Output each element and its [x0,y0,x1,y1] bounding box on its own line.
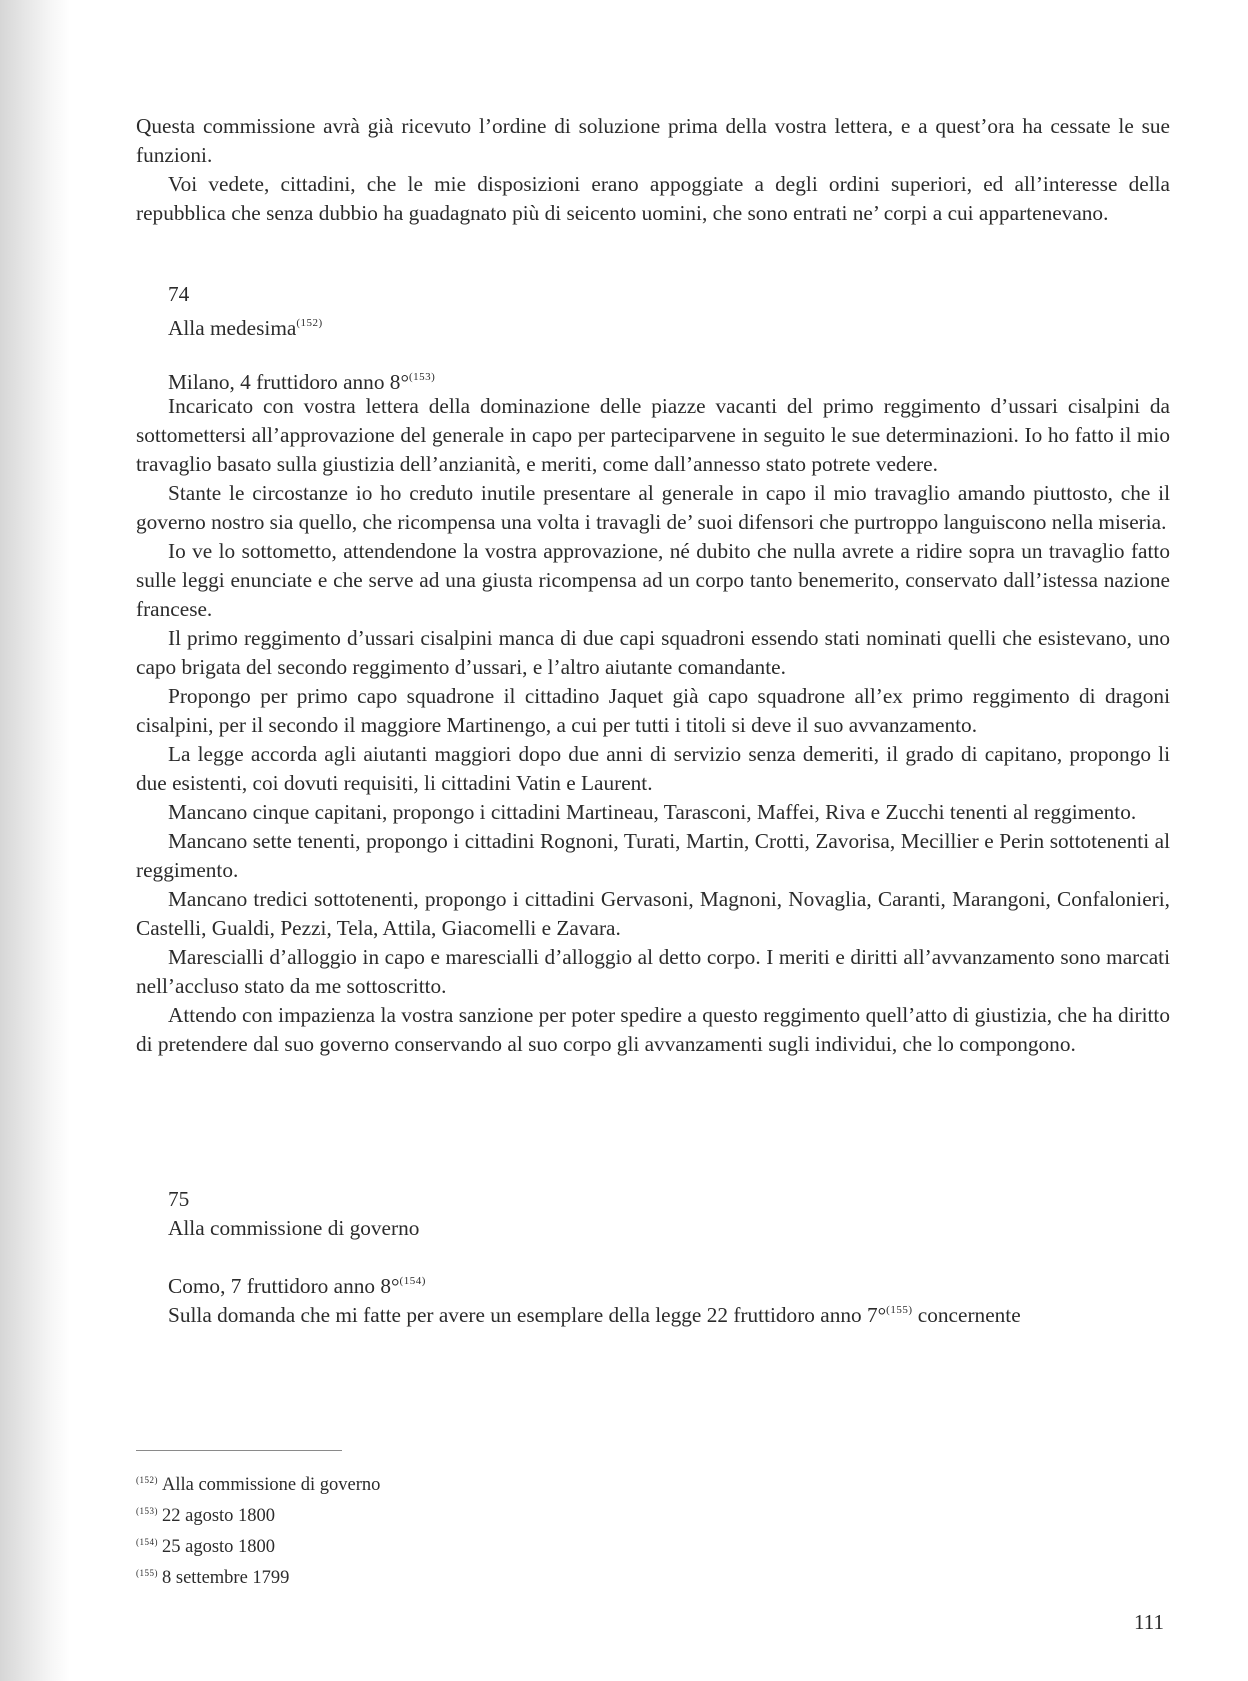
footnotes [136,1467,380,1591]
footnote-divider [136,1450,342,1451]
footnote-154 [136,1529,380,1560]
letter-74-paragraph: Attendo con impazienza la vostra sanzione per poter spedire a questo reggimento quell’atto di giustizia, che ha diritto di pretendere dal suo governo conservando al suo corpo gli avvanzamenti sugli individui, che lo compongono. [136,1003,1170,1056]
letter-74-recipient [168,309,323,343]
letter-75-number: 75 [168,1187,190,1211]
footnote-155 [136,1560,380,1591]
letter-74-paragraph: Mancano sette tenenti, propongo i cittadini Rognoni, Turati, Martin, Crotti, Zavorisa, Mecillier e Perin sottotenenti al reggimento. [136,829,1170,882]
footnote-mark: (152) [136,1475,158,1485]
footnote-text: 8 settembre 1799 [162,1568,290,1588]
letter-74-paragraph: Marescialli d’alloggio in capo e marescialli d’alloggio al detto corpo. I meriti e diritti all’avvanzamento sono marcati nell’accluso stato da me sottoscritto. [136,945,1170,998]
letter-75-recipient: Alla commissione di governo [168,1216,420,1240]
footnote-mark: (154) [136,1537,158,1547]
intro-text [136,112,1170,228]
footnote-ref-153: (153) [408,371,436,383]
letter-75-text: Sulla domanda che mi fatte per avere un esemplare della legge 22 fruttidoro anno 7° [168,1303,887,1327]
letter-74-paragraph: Stante le circostanze io ho creduto inutile presentare al generale in capo il mio travaglio amando piuttosto, che il governo nostro sia quello, che ricompensa una volta i travagli de’ suoi difensori che purtroppo languiscono nella miseria. [136,481,1170,534]
letter-75-text-continued: concernente [912,1303,1021,1327]
letter-74-body [136,392,1170,1059]
footnote-text: 25 agosto 1800 [162,1537,276,1557]
footnote-text: 22 agosto 1800 [162,1506,276,1526]
footnote-mark: (153) [136,1506,158,1516]
letter-74-recipient-text: Alla medesima [168,316,297,340]
letter-74-paragraph: Mancano tredici sottotenenti, propongo i cittadini Gervasoni, Magnoni, Novaglia, Caranti, Marangoni, Confalonieri, Castelli, Gualdi, Pezzi, Tela, Attila, Giacomelli e Zavara. [136,887,1170,940]
footnote-153 [136,1498,380,1529]
letter-74-paragraph: Il primo reggimento d’ussari cisalpini manca di due capi squadroni essendo stati nominati quelli che esistevano, uno capo brigata del secondo reggimento d’ussari, e l’altro aiutante comandante. [136,626,1170,679]
letter-74-paragraph: Io ve lo sottometto, attendendone la vostra approvazione, né dubito che nulla avrete a ridire sopra un travaglio fatto sulle leggi enunciate e che serve ad una giusta ricompensa ad un corpo tanto benemerito, conservato dall’istessa nazione francese. [136,539,1170,621]
footnote-ref-155: (155) [886,1304,913,1316]
page-number: 111 [1134,1610,1164,1634]
intro-paragraph-1: Questa commissione avrà già ricevuto l’ordine di soluzione prima della vostra lettera, e a quest’ora ha cessate le sue funzioni. [136,114,1170,167]
letter-74-paragraph: La legge accorda agli aiutanti maggiori dopo due anni di servizio senza demeriti, il grado di capitano, propongo li due esistenti, coi dovuti requisiti, li cittadini Vatin e Laurent. [136,742,1170,795]
footnote-ref-152: (152) [296,317,323,329]
letter-74-paragraph: Incaricato con vostra lettera della dominazione delle piazze vacanti del primo reggimento d’ussari cisalpini da sottomettersi all’approvazione del generale in capo per parteciparvene in seguito le sue determinazioni. Io ho fatto il mio travaglio basato sulla giustizia dell’anzianità, e meriti, come dall’annesso stato potrete vedere. [136,394,1170,476]
letter-74-paragraph: Propongo per primo capo squadrone il cittadino Jaquet già capo squadrone all’ex primo reggimento di dragoni cisalpini, per il secondo il maggiore Martinengo, a cui per tutti i titoli si deve il suo avvanzamento. [136,684,1170,737]
footnote-ref-154: (154) [399,1275,426,1287]
letter-74-dateline-text: Milano, 4 fruttidoro anno 8° [168,370,409,394]
letter-74-number: 74 [168,282,190,306]
footnote-text: Alla commissione di governo [162,1475,381,1495]
letter-75-body-line [168,1296,1021,1330]
footnote-mark: (155) [136,1568,158,1578]
intro-paragraph-2: Voi vedete, cittadini, che le mie disposizioni erano appoggiate a degli ordini superiori, ed all’interesse della repubblica che senza dubbio ha guadagnato più di seicento uomini, che sono entrati ne’ corpi a cui appartenevano. [136,172,1170,225]
footnote-152 [136,1467,380,1498]
page-binding-shadow [0,0,70,1681]
letter-75-dateline-text: Como, 7 fruttidoro anno 8° [168,1274,400,1298]
letter-74-paragraph: Mancano cinque capitani, propongo i cittadini Martineau, Tarasconi, Maffei, Riva e Zucchi tenenti al reggimento. [168,800,1137,824]
